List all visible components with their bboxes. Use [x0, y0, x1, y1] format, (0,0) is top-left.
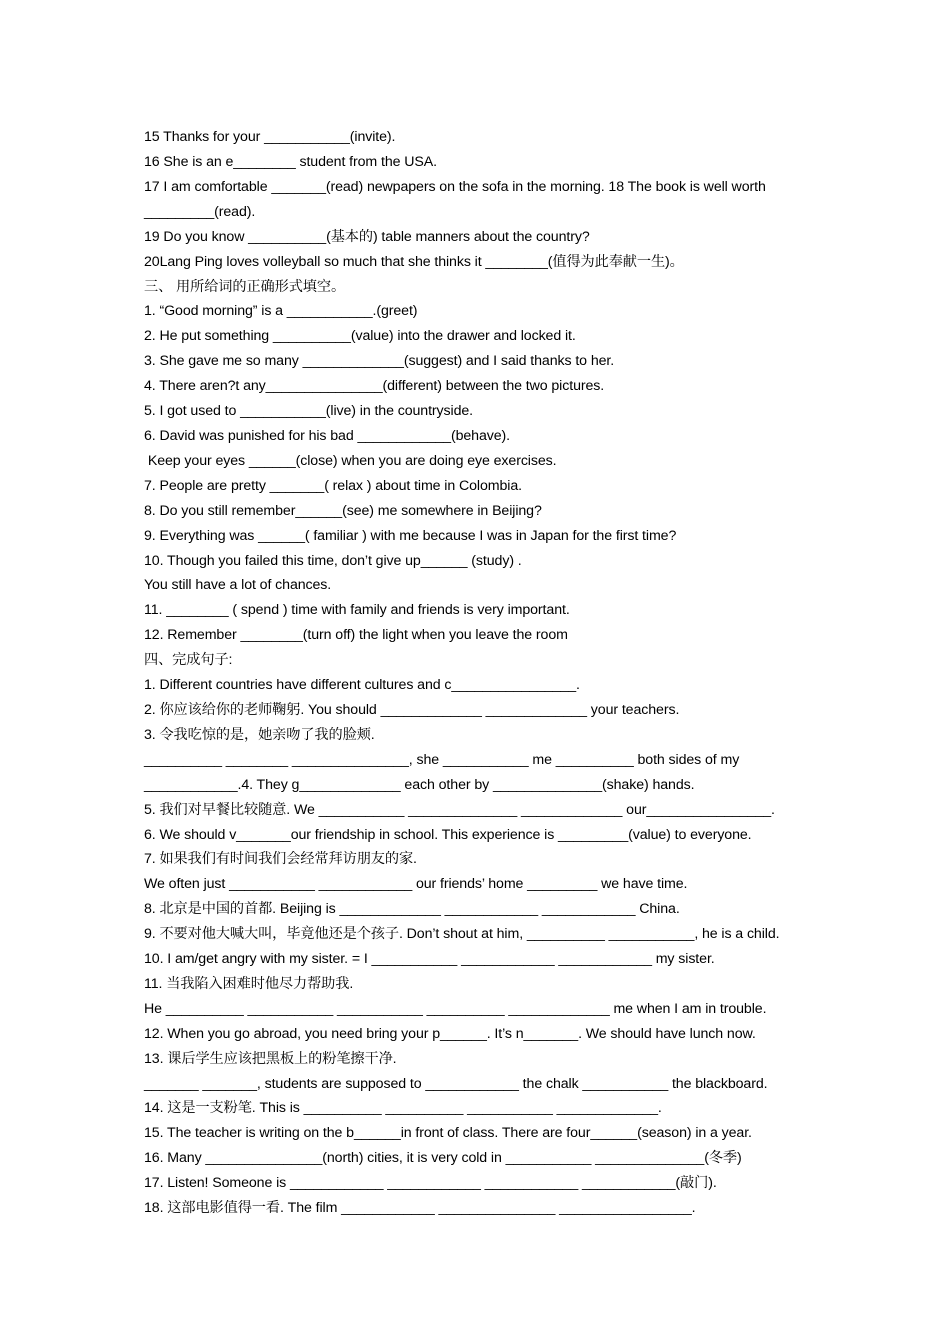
text-line: _________(read). [144, 204, 256, 220]
text-line: 7. People are pretty _______( relax ) about time in Colombia. [144, 478, 522, 494]
section-heading: 三、 用所给词的正确形式填空。 [144, 279, 346, 295]
text-line: 1. “Good morning” is a ___________.(greet) [144, 303, 418, 319]
text-line: 4. There aren?t any_______________(different) between the two pictures. [144, 378, 605, 394]
text-line: 15. The teacher is writing on the b______in front of class. There are four______(season) in a year. [144, 1125, 752, 1141]
text-line: 11. 当我陷入困难时他尽力帮助我. [144, 976, 354, 992]
text-line: 9. Everything was ______( familiar ) with me because I was in Japan for the first time? [144, 528, 677, 544]
text-line: __________ ________ _______________, she ___________ me __________ both sides of my [144, 752, 740, 768]
text-line: 15 Thanks for your ___________(invite). [144, 129, 396, 145]
text-line: 17. Listen! Someone is ____________ ____________ ____________ ____________(敲门). [144, 1175, 717, 1191]
text-line: 13. 课后学生应该把黑板上的粉笔擦干净. [144, 1051, 397, 1067]
text-line: 11. ________ ( spend ) time with family and friends is very important. [144, 602, 570, 618]
text-line: 7. 如果我们有时间我们会经常拜访朋友的家. [144, 851, 417, 867]
text-line: 12. Remember ________(turn off) the light when you leave the room [144, 627, 568, 643]
text-line: 5. 我们对早餐比较随意. We ___________ ______________ _____________ our________________. [144, 802, 775, 818]
text-line: 12. When you go abroad, you need bring your p______. It’s n_______. We should have lunch now. [144, 1026, 756, 1042]
text-line: 17 I am comfortable _______(read) newpapers on the sofa in the morning. 18 The book is well worth [144, 179, 766, 195]
text-line: Keep your eyes ______(close) when you are doing eye exercises. [144, 453, 557, 469]
text-line: 8. 北京是中国的首都. Beijing is _____________ ____________ ____________ China. [144, 901, 680, 917]
text-line: 6. We should v_______our friendship in school. This experience is _________(value) to everyone. [144, 827, 752, 843]
text-line: 2. 你应该给你的老师鞠躬. You should _____________ _____________ your teachers. [144, 702, 680, 718]
text-line: 10. I am/get angry with my sister. = I ___________ ____________ ____________ my sister. [144, 951, 715, 967]
text-line: 18. 这部电影值得一看. The film ____________ _______________ _________________. [144, 1200, 696, 1216]
text-line: 2. He put something __________(value) into the drawer and locked it. [144, 328, 576, 344]
text-line: ____________.4. They g_____________ each other by ______________(shake) hands. [144, 777, 695, 793]
text-line: 3. 令我吃惊的是，她亲吻了我的脸颊. [144, 727, 375, 743]
text-line: 16 She is an e________ student from the USA. [144, 154, 437, 170]
text-line: 19 Do you know __________(基本的) table manners about the country? [144, 229, 590, 245]
text-line: You still have a lot of chances. [144, 577, 332, 593]
section-heading: 四、完成句子: [144, 652, 233, 668]
text-line: 1. Different countries have different cultures and c________________. [144, 677, 580, 693]
text-line: 5. I got used to ___________(live) in the countryside. [144, 403, 474, 419]
text-line: 14. 这是一支粉笔. This is __________ __________ ___________ _____________. [144, 1100, 662, 1116]
text-line: _______ _______, students are supposed to ____________ the chalk ___________ the blackboard. [144, 1076, 768, 1092]
text-line: 20Lang Ping loves volleyball so much that she thinks it ________(值得为此奉献一生)。 [144, 254, 684, 270]
text-line: We often just ___________ ____________ our friends’ home _________ we have time. [144, 876, 688, 892]
text-line: 16. Many _______________(north) cities, it is very cold in ___________ ______________(冬季) [144, 1150, 742, 1166]
text-line: 8. Do you still remember______(see) me somewhere in Beijing? [144, 503, 542, 519]
text-line: 6. David was punished for his bad ____________(behave). [144, 428, 511, 444]
text-line: He __________ ___________ ___________ __________ _____________ me when I am in trouble. [144, 1001, 767, 1017]
text-line: 10. Though you failed this time, don’t give up______ (study) . [144, 553, 522, 569]
text-line: 9. 不要对他大喊大叫，毕竟他还是个孩子. Don’t shout at him, __________ ___________, he is a child. [144, 926, 780, 942]
text-line: 3. She gave me so many _____________(suggest) and I said thanks to her. [144, 353, 615, 369]
